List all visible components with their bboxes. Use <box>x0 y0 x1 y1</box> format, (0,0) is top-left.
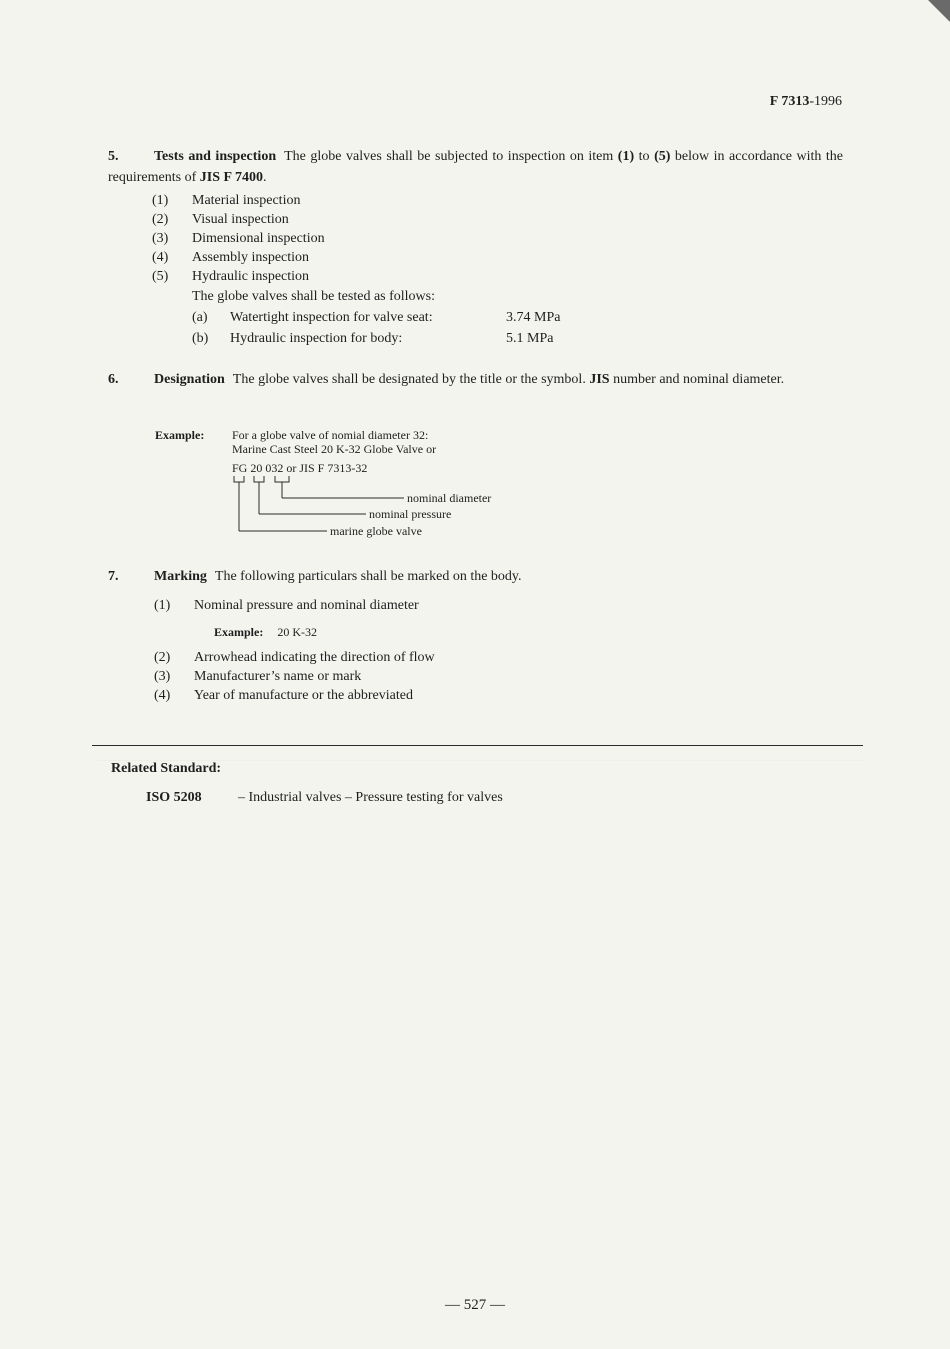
page-corner-fold <box>928 0 950 22</box>
standard-year: -1996 <box>809 94 842 109</box>
section-5-title: Tests and inspection <box>154 149 277 164</box>
bracket-fg <box>234 476 244 482</box>
related-standard-title: Related Standard: <box>111 761 222 776</box>
test-number: (a) <box>192 310 208 325</box>
section-5-ref1: (1) <box>617 149 635 164</box>
test-label: Hydraulic inspection for body: <box>230 331 403 346</box>
section-5-text-after: below in accordance with the requirements of <box>108 149 844 185</box>
item-number: (4) <box>152 250 169 265</box>
related-standard-description: – Industrial valves – Pressure testing for valves <box>238 790 503 805</box>
list-item <box>152 191 325 210</box>
section-5-ref2: (5) <box>654 149 671 164</box>
list-item <box>152 248 325 267</box>
section-5-standard: JIS F 7400 <box>199 170 264 185</box>
standard-code-header <box>770 94 842 110</box>
test-label: Watertight inspection for valve seat: <box>230 310 433 325</box>
test-number: (b) <box>192 331 209 346</box>
section-7-title: Marking <box>154 569 207 584</box>
example-label: Example: <box>155 428 205 442</box>
bracket-032 <box>275 476 289 482</box>
marking-example-value: 20 K-32 <box>277 625 318 639</box>
item-number: (4) <box>154 688 171 703</box>
list-item <box>152 210 325 229</box>
legend-nominal-pressure: nominal pressure <box>369 507 452 521</box>
standard-code: F 7313 <box>769 94 810 109</box>
item-label: Manufacturer’s name or mark <box>194 669 362 684</box>
item-label: Hydraulic inspection <box>192 269 310 284</box>
section-5-period: . <box>263 170 267 185</box>
item-label: Visual inspection <box>192 212 289 227</box>
page-number: — 527 — <box>445 1297 505 1313</box>
bracket-20 <box>254 476 264 482</box>
list-item <box>152 267 325 286</box>
section-5-text-mid: to <box>634 149 655 164</box>
hydraulic-tests <box>192 286 560 349</box>
list-item <box>152 229 325 248</box>
section-7-paragraph <box>108 566 843 587</box>
marking-example <box>214 625 317 640</box>
section-divider <box>92 745 863 746</box>
item-number: (3) <box>154 669 171 684</box>
section-6-number: 6. <box>108 372 119 387</box>
section-6-paragraph <box>108 369 843 390</box>
section-5-number: 5. <box>108 149 119 164</box>
list-item <box>154 648 435 667</box>
related-standard-item <box>146 790 503 806</box>
list-item <box>154 596 419 615</box>
marking-list <box>154 648 435 705</box>
section-7-number: 7. <box>108 569 119 584</box>
section-6-jis: JIS <box>589 372 610 387</box>
related-standard-code: ISO 5208 <box>146 790 202 805</box>
item-number: (2) <box>154 650 171 665</box>
item-number: (5) <box>152 269 169 284</box>
example-line: Marine Cast Steel 20 K-32 Globe Valve or <box>232 442 437 456</box>
test-value: 5.1 MPa <box>506 331 554 346</box>
legend-nominal-diameter: nominal diameter <box>407 491 492 505</box>
test-value: 3.74 MPa <box>506 310 561 325</box>
section-6-title: Designation <box>154 372 225 387</box>
inspection-list <box>152 191 325 286</box>
section-6-text-after: number and nominal diameter. <box>609 372 785 387</box>
item-number: (2) <box>152 212 169 227</box>
section-6-text-before: The globe valves shall be designated by the title or the symbol. <box>232 372 590 387</box>
item-label: Nominal pressure and nominal diameter <box>194 598 419 613</box>
list-item <box>154 667 435 686</box>
example-line: For a globe valve of nomial diameter 32: <box>232 428 429 442</box>
item-label: Material inspection <box>192 193 301 208</box>
section-7-text: The following particulars shall be marked on the body. <box>214 569 522 584</box>
test-row <box>192 328 560 349</box>
item-label: Assembly inspection <box>192 250 310 265</box>
item-number: (1) <box>152 193 169 208</box>
section-5-text-before: The globe valves shall be subjected to inspection on item <box>284 149 618 164</box>
list-item <box>154 686 435 705</box>
item-label: Arrowhead indicating the direction of flow <box>194 650 435 665</box>
hydraulic-note: The globe valves shall be tested as follows: <box>192 289 435 304</box>
item-label: Dimensional inspection <box>192 231 325 246</box>
section-5-paragraph <box>108 146 843 188</box>
example-line: FG 20 032 or JIS F 7313-32 <box>232 461 368 475</box>
item-number: (1) <box>154 598 171 613</box>
marking-item-1 <box>154 596 419 615</box>
legend-marine-globe-valve: marine globe valve <box>330 524 422 538</box>
marking-example-label: Example: <box>214 625 264 639</box>
item-number: (3) <box>152 231 169 246</box>
item-label: Year of manufacture or the abbreviated <box>194 688 413 703</box>
test-row <box>192 307 560 328</box>
